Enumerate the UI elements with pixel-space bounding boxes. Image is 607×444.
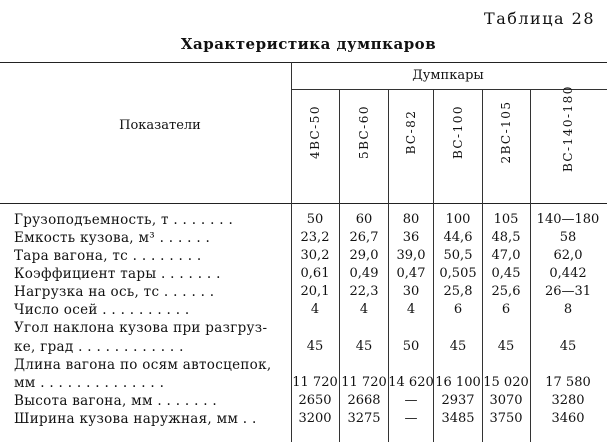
row-label: Грузоподъемность, т . . . . . . . [14, 212, 234, 228]
table-cell: 4 [359, 302, 369, 317]
column-header-2vs105: 2ВС-105 [499, 100, 513, 164]
table-cell: 6 [453, 302, 463, 317]
table-top-rule [0, 62, 607, 63]
table-cell: 29,0 [349, 248, 379, 263]
table-cell: 30,2 [300, 248, 330, 263]
table-cell: 44,6 [443, 230, 473, 245]
table-cell: 25,8 [443, 284, 473, 299]
table-cell: 0,505 [439, 266, 477, 281]
table-cell: 45 [449, 339, 467, 354]
table-cell: 0,61 [300, 266, 330, 281]
table-cell: 3275 [347, 411, 381, 426]
table-cell: 3750 [489, 411, 523, 426]
table-cell: 22,3 [349, 284, 379, 299]
row-label: Коэффициент тары . . . . . . . [14, 266, 221, 282]
table-cell: 3200 [298, 411, 332, 426]
table-cell: 17 580 [545, 375, 591, 390]
table-cell: 36 [402, 230, 420, 245]
header-bottom-rule [0, 203, 607, 204]
row-label: Угол наклона кузова при разгруз- [14, 320, 268, 336]
table-cell: 30 [402, 284, 420, 299]
table-cell: 45 [306, 339, 324, 354]
table-cell: 11 720 [341, 375, 387, 390]
table-cell: 47,0 [491, 248, 521, 263]
table-cell: 3070 [489, 393, 523, 408]
table-cell: 50,5 [443, 248, 473, 263]
table-cell: 14 620 [388, 375, 434, 390]
table-cell: 45 [497, 339, 515, 354]
table-cell: — [404, 411, 418, 426]
table-cell: 2650 [298, 393, 332, 408]
table-cell: 2937 [441, 393, 475, 408]
table-cell: 4 [310, 302, 320, 317]
row-label: Число осей . . . . . . . . . . [14, 302, 190, 318]
table-cell: 45 [559, 339, 577, 354]
table-cell: 3280 [551, 393, 585, 408]
table-cell: 26,7 [349, 230, 379, 245]
column-header-vs140-180: ВС-140-180 [561, 85, 575, 172]
row-label: Высота вагона, мм . . . . . . . [14, 393, 218, 409]
table-cell: 3485 [441, 411, 475, 426]
table-cell: 45 [355, 339, 373, 354]
column-header-vs82: ВС-82 [404, 109, 418, 155]
table-cell: 50 [306, 212, 324, 227]
row-label-continued: мм . . . . . . . . . . . . . . [14, 375, 165, 391]
table-number: Таблица 28 [484, 9, 595, 28]
table-title [0, 35, 607, 53]
row-label: Тара вагона, тс . . . . . . . . [14, 248, 202, 264]
table-cell: 25,6 [491, 284, 521, 299]
column-header-4vs50: 4ВС-50 [308, 105, 322, 159]
table-cell: 105 [493, 212, 519, 227]
row-label: Ширина кузова наружная, мм . . [14, 411, 257, 427]
table-title-text: Характеристика думпкаров [180, 35, 437, 53]
group-header-label: Думпкары [412, 68, 484, 83]
row-label: Нагрузка на ось, тс . . . . . . [14, 284, 215, 300]
table-cell: 4 [406, 302, 416, 317]
table-cell: 0,49 [349, 266, 379, 281]
table-cell: 0,45 [491, 266, 521, 281]
table-cell: 48,5 [491, 230, 521, 245]
table-cell: 20,1 [300, 284, 330, 299]
table-cell: 16 100 [435, 375, 481, 390]
table-cell: 26—31 [544, 284, 592, 299]
table-cell: 60 [355, 212, 373, 227]
table-cell: 58 [559, 230, 577, 245]
table-cell: 100 [445, 212, 471, 227]
table-cell: 8 [563, 302, 573, 317]
row-label: Емкость кузова, м³ . . . . . . [14, 230, 211, 246]
column-header-5vs60: 5ВС-60 [357, 105, 371, 159]
table-cell: 3460 [551, 411, 585, 426]
table-cell: 2668 [347, 393, 381, 408]
table-cell: 80 [402, 212, 420, 227]
table-cell: 50 [402, 339, 420, 354]
table-cell: 0,442 [549, 266, 587, 281]
table-cell: 15 020 [483, 375, 529, 390]
row-label-continued: ке, град . . . . . . . . . . . . [14, 339, 184, 355]
table-cell: 6 [501, 302, 511, 317]
table-cell: 0,47 [396, 266, 426, 281]
table-cell: 11 720 [292, 375, 338, 390]
column-header-vs100: ВС-100 [451, 105, 465, 159]
table-cell: 39,0 [396, 248, 426, 263]
table-cell: 62,0 [553, 248, 583, 263]
table-cell: 23,2 [300, 230, 330, 245]
table-cell: 140—180 [536, 212, 600, 227]
row-label: Длина вагона по осям автосцепок, [14, 357, 272, 373]
table-cell: — [404, 393, 418, 408]
row-header-label: Показатели [119, 118, 201, 133]
